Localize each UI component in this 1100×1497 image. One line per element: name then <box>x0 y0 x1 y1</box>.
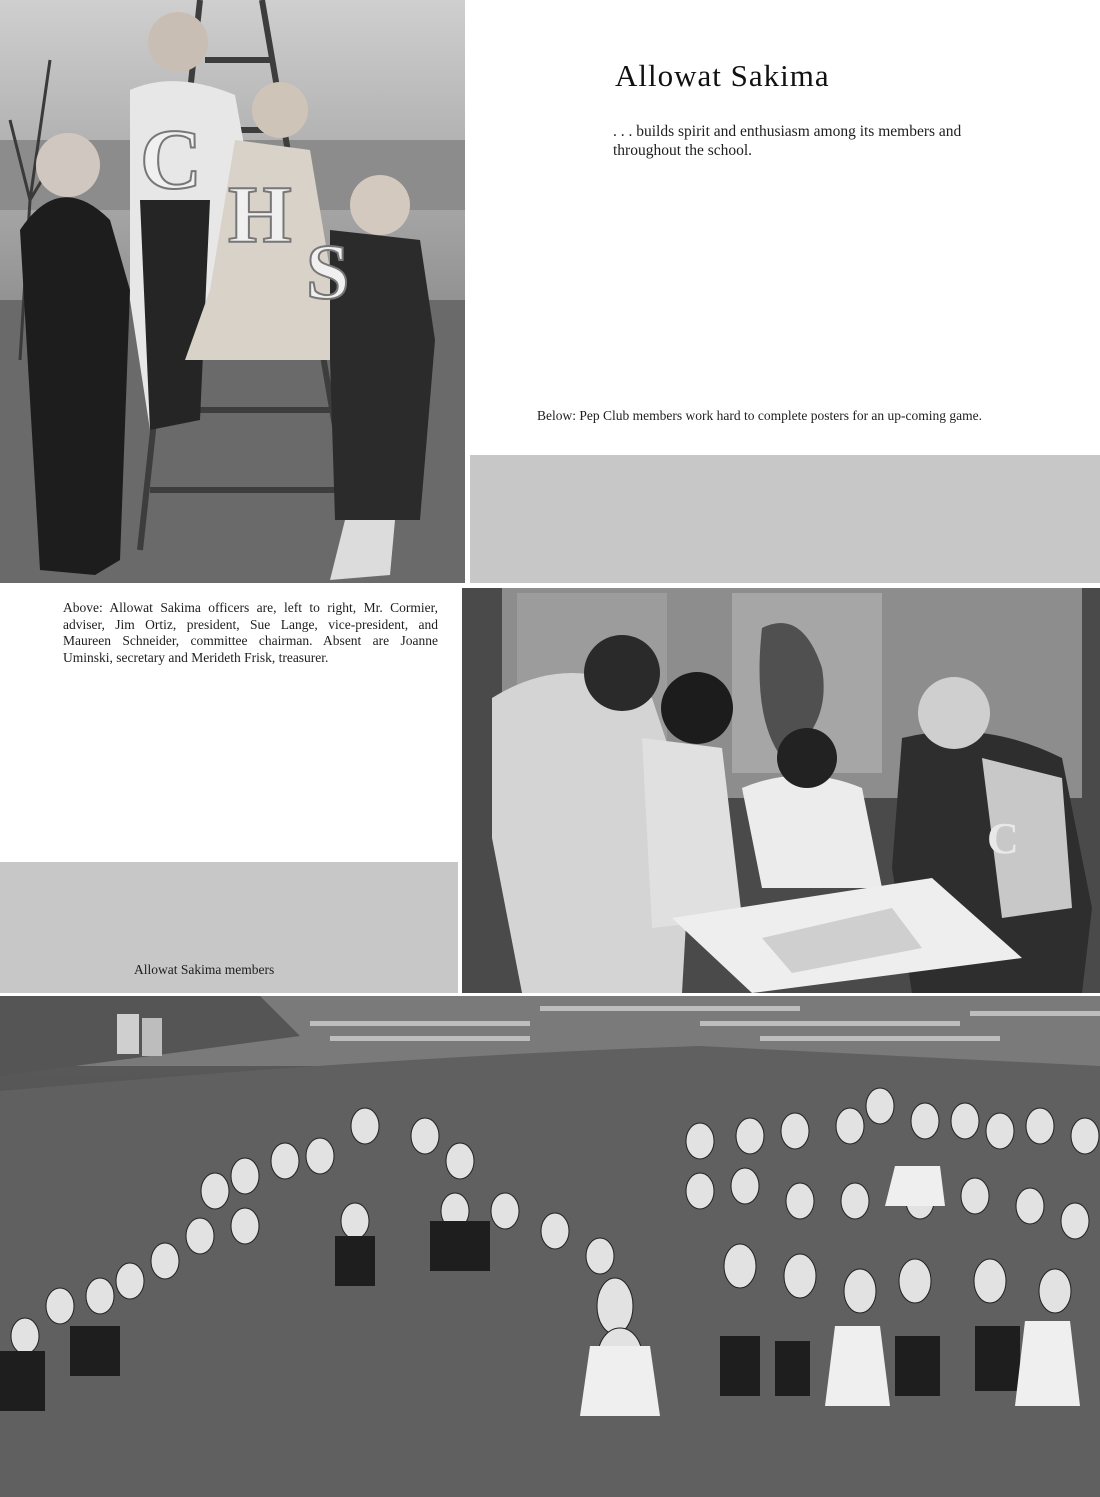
letter-s: S <box>306 228 350 315</box>
officers-photo <box>0 0 465 583</box>
officers-photo-art <box>0 0 465 583</box>
posters-photo-art <box>462 588 1100 993</box>
posters-photo <box>462 588 1100 993</box>
officers-caption: Above: Allowat Sakima officers are, left to right, Mr. Cormier, adviser, Jim Ortiz, president, Sue Lange, vice-president, and Maureen Schneider, committee chairman. Absent are Joanne Uminski, secretary and Merideth Frisk, treasurer. <box>63 600 438 665</box>
members-caption: Allowat Sakima members <box>134 962 275 977</box>
page-subtitle: . . . builds spirit and enthusiasm among its members and throughout the school. <box>613 123 962 159</box>
posters-caption: Below: Pep Club members work hard to complete posters for an up-coming game. <box>537 408 983 423</box>
page-title: Allowat Sakima <box>615 58 830 93</box>
caption-band-right <box>470 455 1100 583</box>
members-photo <box>0 996 1100 1497</box>
jacket-letter: C <box>987 814 1019 863</box>
members-photo-art <box>0 996 1100 1497</box>
letter-c: C <box>140 111 203 207</box>
letter-h: H <box>228 169 292 260</box>
